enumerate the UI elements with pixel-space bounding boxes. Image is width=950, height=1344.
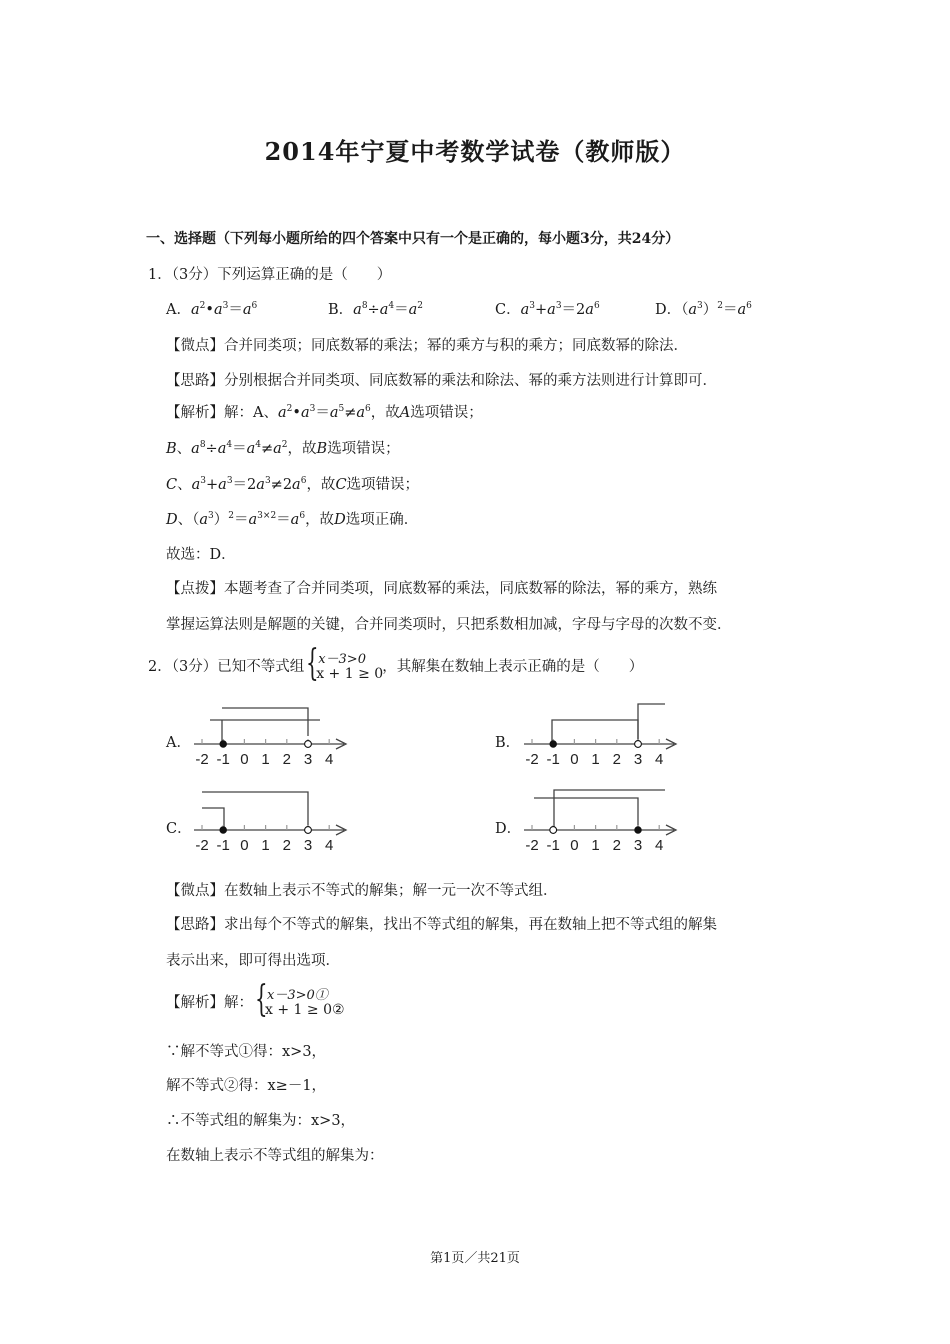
- q2-number-line-a[interactable]: [190, 700, 360, 772]
- tick-label: 4: [325, 837, 334, 854]
- q1-jiexi-c: C、$a^3+a^3=2a^3\ne 2a^6$，故C选项错误；: [166, 476, 420, 493]
- q2-jiexi: 【解析】解： { x－3>0① x + 1 ≥ 0②: [166, 984, 357, 1022]
- tick-label: 1: [261, 751, 270, 768]
- tick-label: -2: [525, 751, 539, 768]
- q1-silu: 【思路】分别根据合并同类项、同底数幂的乘法和除法、幂的乘方法则进行计算即可．: [166, 373, 717, 389]
- q2-number-line-c[interactable]: [190, 786, 360, 858]
- q2-step-2: 解不等式②得：x≥－1，: [166, 1078, 327, 1094]
- tick-label: 3: [633, 751, 643, 768]
- tick-label: 2: [612, 751, 621, 768]
- q1-weidian: 【微点】合并同类项；同底数幂的乘法；幂的乘方与积的乘方；同底数幂的除法．: [166, 338, 688, 354]
- option-label: C．: [495, 302, 521, 318]
- option-label: A．: [166, 302, 191, 318]
- tick-label: 2: [282, 751, 291, 768]
- tag-jiexi: 【解析】: [166, 405, 224, 421]
- tick-label: -2: [525, 837, 539, 854]
- closed-endpoint: [220, 741, 226, 747]
- q2-option-c-label[interactable]: C．: [166, 821, 192, 837]
- q2-step-4: 在数轴上表示不等式组的解集为：: [166, 1148, 384, 1164]
- tick-label: 0: [240, 837, 249, 854]
- inequality-system-numbered: { x－3>0① x + 1 ≥ 0②: [255, 979, 345, 1020]
- tick-label: 3: [303, 837, 313, 854]
- tick-label: -1: [546, 837, 560, 854]
- open-endpoint: [305, 827, 312, 834]
- tick-label: 0: [570, 751, 579, 768]
- inequality-system: { x－3>0 x + 1 ≥ 0: [306, 643, 384, 684]
- q2-step-3: ∴不等式组的解集为：x>3，: [166, 1113, 356, 1129]
- tick-label: 2: [612, 837, 621, 854]
- tick-label: -2: [195, 837, 209, 854]
- tick-label: -1: [216, 751, 230, 768]
- q2-number-line-b[interactable]: [520, 700, 690, 772]
- q2-number-line-d[interactable]: [520, 786, 690, 858]
- q1-option-b[interactable]: B．$a^8\div a^4=a^2$: [328, 301, 423, 318]
- closed-endpoint: [635, 827, 641, 833]
- option-label: D．: [655, 302, 682, 318]
- tag-jiexi: 【解析】: [166, 995, 224, 1011]
- q2-option-d-label[interactable]: D．: [495, 821, 522, 837]
- tick-label: -2: [195, 751, 209, 768]
- tag-weidian: 【微点】: [166, 338, 224, 354]
- tick-label: -1: [216, 837, 230, 854]
- tick-label: 1: [261, 837, 270, 854]
- q1-option-c[interactable]: C．$a^3+a^3=2a^6$: [495, 301, 600, 318]
- q1-dianbo-cont: 掌握运算法则是解题的关键，合并同类项时，只把系数相加减，字母与字母的次数不变．: [166, 617, 732, 633]
- q1-header: 1．（3分）下列运算正确的是（ ）: [148, 267, 392, 283]
- tick-label: 2: [282, 837, 291, 854]
- tick-label: 3: [633, 837, 643, 854]
- tag-dianbo: 【点拨】: [166, 581, 224, 597]
- q1-option-a[interactable]: A．$a^2•a^3=a^6$: [166, 301, 258, 318]
- q2-weidian: 【微点】在数轴上表示不等式的解集；解一元一次不等式组．: [166, 883, 558, 899]
- tag-silu: 【思路】: [166, 373, 224, 389]
- tick-label: 0: [240, 751, 249, 768]
- q2-silu-cont: 表示出来，即可得出选项．: [166, 953, 340, 969]
- tick-label: -1: [546, 751, 560, 768]
- q1-conclusion: 故选：D．: [166, 547, 236, 563]
- q1-jiexi-b: B、$a^8\div a^4=a^4\ne a^2$，故B选项错误；: [166, 440, 400, 457]
- q1-dianbo: 【点拨】本题考查了合并同类项，同底数幂的乘法，同底数幂的除法，幂的乘方，熟练: [166, 581, 717, 597]
- tick-label: 4: [325, 751, 334, 768]
- page-footer: 第1页／共21页: [430, 1251, 520, 1266]
- tag-silu: 【思路】: [166, 917, 224, 933]
- tick-label: 4: [655, 837, 664, 854]
- q2-header: 2．（3分）已知不等式组 { x－3>0 x + 1 ≥ 0 ，其解集在数轴上表示正确的是（ ）: [148, 643, 644, 684]
- page-title: 2014年宁夏中考数学试卷（教师版）: [264, 137, 686, 166]
- q2-option-b-label[interactable]: B．: [495, 735, 521, 751]
- closed-endpoint: [550, 741, 556, 747]
- q2-step-1: ∵解不等式①得：x>3，: [166, 1044, 327, 1060]
- tick-label: 4: [655, 751, 664, 768]
- q1-jiexi-d: D、$(a^3)^2=a^{3\times 2}=a^6$，故D选项正确．: [166, 511, 419, 528]
- tick-label: 1: [591, 751, 600, 768]
- q1-option-d[interactable]: D．$(a^3)^2=a^6$: [655, 301, 752, 318]
- option-label: B．: [328, 302, 354, 318]
- q1-jiexi-a: 【解析】解：A、$a^2•a^3=a^5\ne a^6$，故A选项错误；: [166, 404, 483, 421]
- open-endpoint: [305, 741, 312, 748]
- tick-label: 0: [570, 837, 579, 854]
- q2-option-a-label[interactable]: A．: [166, 735, 191, 751]
- tick-label: 1: [591, 837, 600, 854]
- tag-weidian: 【微点】: [166, 883, 224, 899]
- open-endpoint: [550, 827, 557, 834]
- tick-label: 3: [303, 751, 313, 768]
- open-endpoint: [635, 741, 642, 748]
- closed-endpoint: [220, 827, 226, 833]
- section-heading: 一、选择题（下列每小题所给的四个答案中只有一个是正确的，每小题3分，共24分）: [146, 231, 680, 247]
- q2-silu: 【思路】求出每个不等式的解集，找出不等式组的解集，再在数轴上把不等式组的解集: [166, 917, 717, 933]
